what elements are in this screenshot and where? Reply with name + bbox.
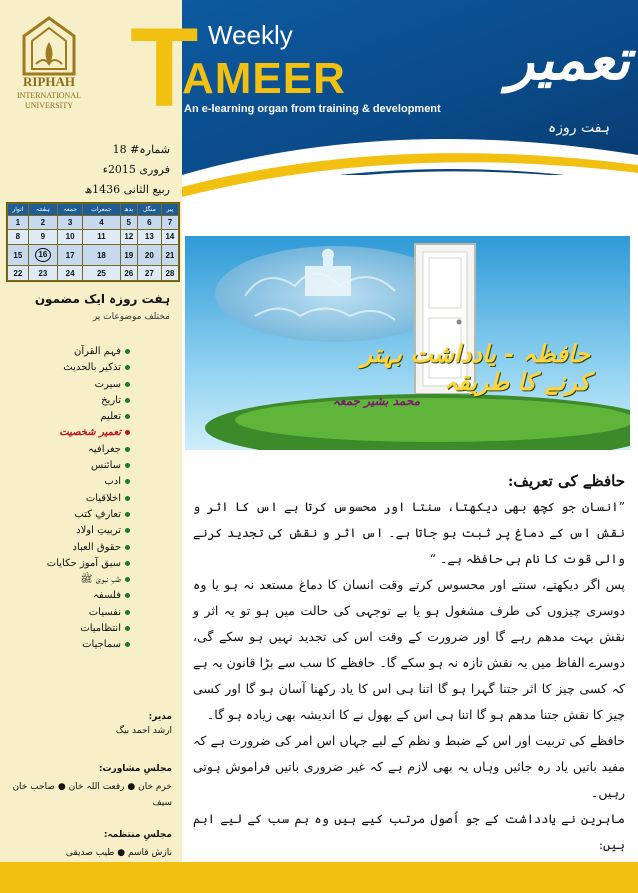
bullet-icon [125, 430, 130, 435]
topic-label: تعارفِ کتب [74, 508, 121, 520]
article-author: محمد بشیر جمعہ [332, 394, 420, 408]
topic-item [40, 540, 130, 556]
topic-item [40, 393, 130, 409]
bullet-icon [125, 577, 130, 582]
bullet-icon [125, 398, 130, 403]
calendar-day: 28 [161, 266, 178, 281]
calendar-day: 3 [58, 215, 83, 230]
article-heading: حافظے کی تعریف: [507, 472, 625, 490]
calendar-day: 21 [161, 244, 178, 266]
topic-item [40, 572, 130, 588]
masthead-big-letter: T [130, 5, 199, 130]
calendar-day: 1 [8, 215, 29, 230]
issue-number: شمارہ# 18 [112, 143, 170, 156]
topic-item [40, 491, 130, 507]
editor-label: مدیر: [148, 712, 172, 722]
calendar-day: 19 [120, 244, 137, 266]
topic-label: سبق آموز حکایات [46, 557, 121, 569]
topic-item [40, 621, 130, 637]
calendar-day: 7 [161, 215, 178, 230]
calendar-day: 6 [137, 215, 161, 230]
bullet-icon [125, 610, 130, 615]
urdu-masthead-weekly: ہفت روزہ [548, 120, 610, 136]
topic-item [40, 523, 130, 539]
topic-item [40, 637, 130, 653]
calendar-day: 26 [120, 266, 137, 281]
topic-item [40, 377, 130, 393]
topics-list [40, 344, 130, 654]
topic-label: تاریخ [101, 394, 121, 406]
topic-item [40, 588, 130, 604]
topic-label: فلسفہ [93, 590, 121, 602]
topic-label: طبِ نبوی ﷺ [80, 574, 121, 586]
calendar-day: 15 [8, 244, 29, 266]
calendar-day: 5 [120, 215, 137, 230]
bullet-icon [125, 512, 130, 517]
advisory-members-cont: سیف [152, 798, 172, 808]
topic-item [40, 442, 130, 458]
calendar-day: 13 [137, 230, 161, 245]
topics-heading: ہفت روزہ ایک مضمون [34, 292, 170, 306]
bullet-icon [125, 642, 130, 647]
topic-label: تعلیم [100, 411, 121, 423]
topic-label: سیرت [94, 378, 121, 390]
calendar-day: 24 [58, 266, 83, 281]
calendar-day-today [28, 244, 57, 266]
calendar-day-header: بدھ [120, 204, 137, 216]
article-paragraph: ”انسان جو کچھ بھی دیکھتا، سنتا اور محسوس کرتا ہے اس کا اثر و نقش اس کے دماغ پر ثبت ہو جاتا ہے۔ اس اثر و نقش کی تجدید کرنے والی قوت کا نام ہی حافظہ ہے۔ “ [193, 499, 625, 566]
calendar-day: 10 [58, 230, 83, 245]
urdu-masthead-title: تعمیر [507, 28, 630, 93]
topic-label: تذکیر بالحدیث [63, 362, 121, 374]
topic-item [40, 474, 130, 490]
calendar-day: 22 [8, 266, 29, 281]
topic-label: سائنس [91, 460, 121, 472]
calendar-day-header: اتوار [8, 204, 29, 216]
calendar [6, 202, 180, 282]
calendar-day: 11 [83, 230, 120, 245]
calendar-day-header: جمعرات [83, 204, 120, 216]
bullet-icon [125, 545, 130, 550]
calendar-day: 8 [8, 230, 29, 245]
masthead-weekly: Weekly [208, 20, 293, 50]
topic-item [40, 507, 130, 523]
editor-name: ارشد احمد بیگ [115, 726, 172, 736]
bullet-icon [125, 447, 130, 452]
masthead-tagline: An e-learning organ from training & development [184, 103, 441, 115]
article-paragraph: حافظے کی تربیت اور اس کے ضبط و نظم کے لیے جہاں اس امر کی ضرورت ہے کہ مفید باتیں یاد رہ جائیں وہاں یہ بھی لازم ہے کہ غیر ضروری باتیں فراموش ہوتی رہیں۔ [193, 733, 625, 800]
topic-item [40, 344, 130, 360]
topic-label: حقوق العباد [72, 541, 121, 553]
topic-label: ادب [104, 476, 121, 488]
admin-members: نازش قاسم ● طیب صدیقی [65, 848, 172, 858]
calendar-day: 23 [28, 266, 57, 281]
bullet-icon [125, 479, 130, 484]
bullet-icon [125, 626, 130, 631]
topic-item [40, 360, 130, 376]
topic-label: تعمیر شخصیت [59, 427, 121, 439]
calendar-day: 2 [28, 215, 57, 230]
article-paragraph: پس اگر دیکھتے، سنتے اور محسوس کرتے وقت انسان کا دماغ مستعد نہ ہو یا وہ دوسری چیزوں کی طرف مشغول ہو یا بے توجہی کی حالت میں ہو تو یہ اثر و نقش بہت مدھم رہے گا اور ضرورت کے وقت اس کی تجدید نہیں ہو سکے گی، دوسرے الفاظ میں یہ نقش تازہ نہ ہو سکے گا۔ حافظے کا سب سے بڑا قانون یہ ہے کہ کسی چیز کا اثر جتنا گہرا ہو گا اتنا ہی اس کا یاد رکھنا آسان ہو گا اور کسی چیز کا نقش جتنا مدھم ہو گا اتنا ہی اس کے بھول نے کا اندیشہ بھی زیادہ ہو گا۔ [193, 577, 625, 722]
topic-label: اخلاقیات [85, 492, 121, 504]
advisory-members: خرم خان ● رفعت اللہ خان ● صاحب خان [12, 782, 172, 792]
footer-band [0, 862, 638, 893]
topic-item [40, 409, 130, 425]
masthead-title: AMEER [182, 54, 346, 103]
topic-label: نفسیات [88, 606, 121, 618]
bullet-icon [125, 382, 130, 387]
bullet-icon [125, 463, 130, 468]
bullet-icon [125, 561, 130, 566]
topic-label: انتظامیات [80, 623, 121, 635]
bullet-icon [125, 414, 130, 419]
issue-gregorian-date: فروری 2015ء [102, 163, 170, 176]
bullet-icon [125, 349, 130, 354]
topic-label: سماجیات [82, 639, 121, 651]
issue-hijri-date: ربیع الثانی 1436ھ [84, 183, 170, 196]
logo-name: RIPHAH [23, 74, 75, 89]
admin-label: مجلسِ منتظمہ: [103, 830, 172, 840]
calendar-day: 27 [137, 266, 161, 281]
topic-item [40, 425, 130, 441]
calendar-day: 18 [83, 244, 120, 266]
article-title: حافظہ - یادداشت بہتر کرنے کا طریقہ [360, 340, 590, 396]
article-paragraph: ماہرین نے یادداشت کے جو اُصول مرتب کیے ہیں وہ ہم سب کے لیے اہم ہیں: [193, 811, 625, 852]
calendar-day: 20 [137, 244, 161, 266]
bullet-icon [125, 496, 130, 501]
calendar-day: 9 [28, 230, 57, 245]
calendar-day: 17 [58, 244, 83, 266]
logo-sub-2: UNIVERSITY [25, 101, 73, 110]
topic-item [40, 556, 130, 572]
logo-sub-1: INTERNATIONAL [17, 91, 81, 100]
topic-label: فہم القرآن [74, 346, 121, 357]
topic-label: جغرافیہ [88, 443, 121, 455]
issue-info [10, 140, 170, 200]
topic-item [40, 458, 130, 474]
article-body [193, 468, 625, 858]
bullet-icon [125, 528, 130, 533]
calendar-day-header: پیر [161, 204, 178, 216]
calendar-day-header: ہفتہ [28, 204, 57, 216]
bullet-icon [125, 365, 130, 370]
topic-label: تربیتِ اولاد [76, 525, 121, 537]
calendar-day: 12 [120, 230, 137, 245]
masthead-swoosh [140, 125, 638, 235]
topics-subheading: مختلف موضوعات پر [92, 312, 170, 322]
calendar-day: 4 [83, 215, 120, 230]
bullet-icon [125, 593, 130, 598]
calendar-day-header: جمعہ [58, 204, 83, 216]
calendar-day: 25 [83, 266, 120, 281]
calendar-today-number: 16 [35, 248, 51, 262]
topic-item [40, 605, 130, 621]
calendar-day-header: منگل [137, 204, 161, 216]
advisory-label: مجلسِ مشاورت: [98, 764, 172, 774]
calendar-day: 14 [161, 230, 178, 245]
